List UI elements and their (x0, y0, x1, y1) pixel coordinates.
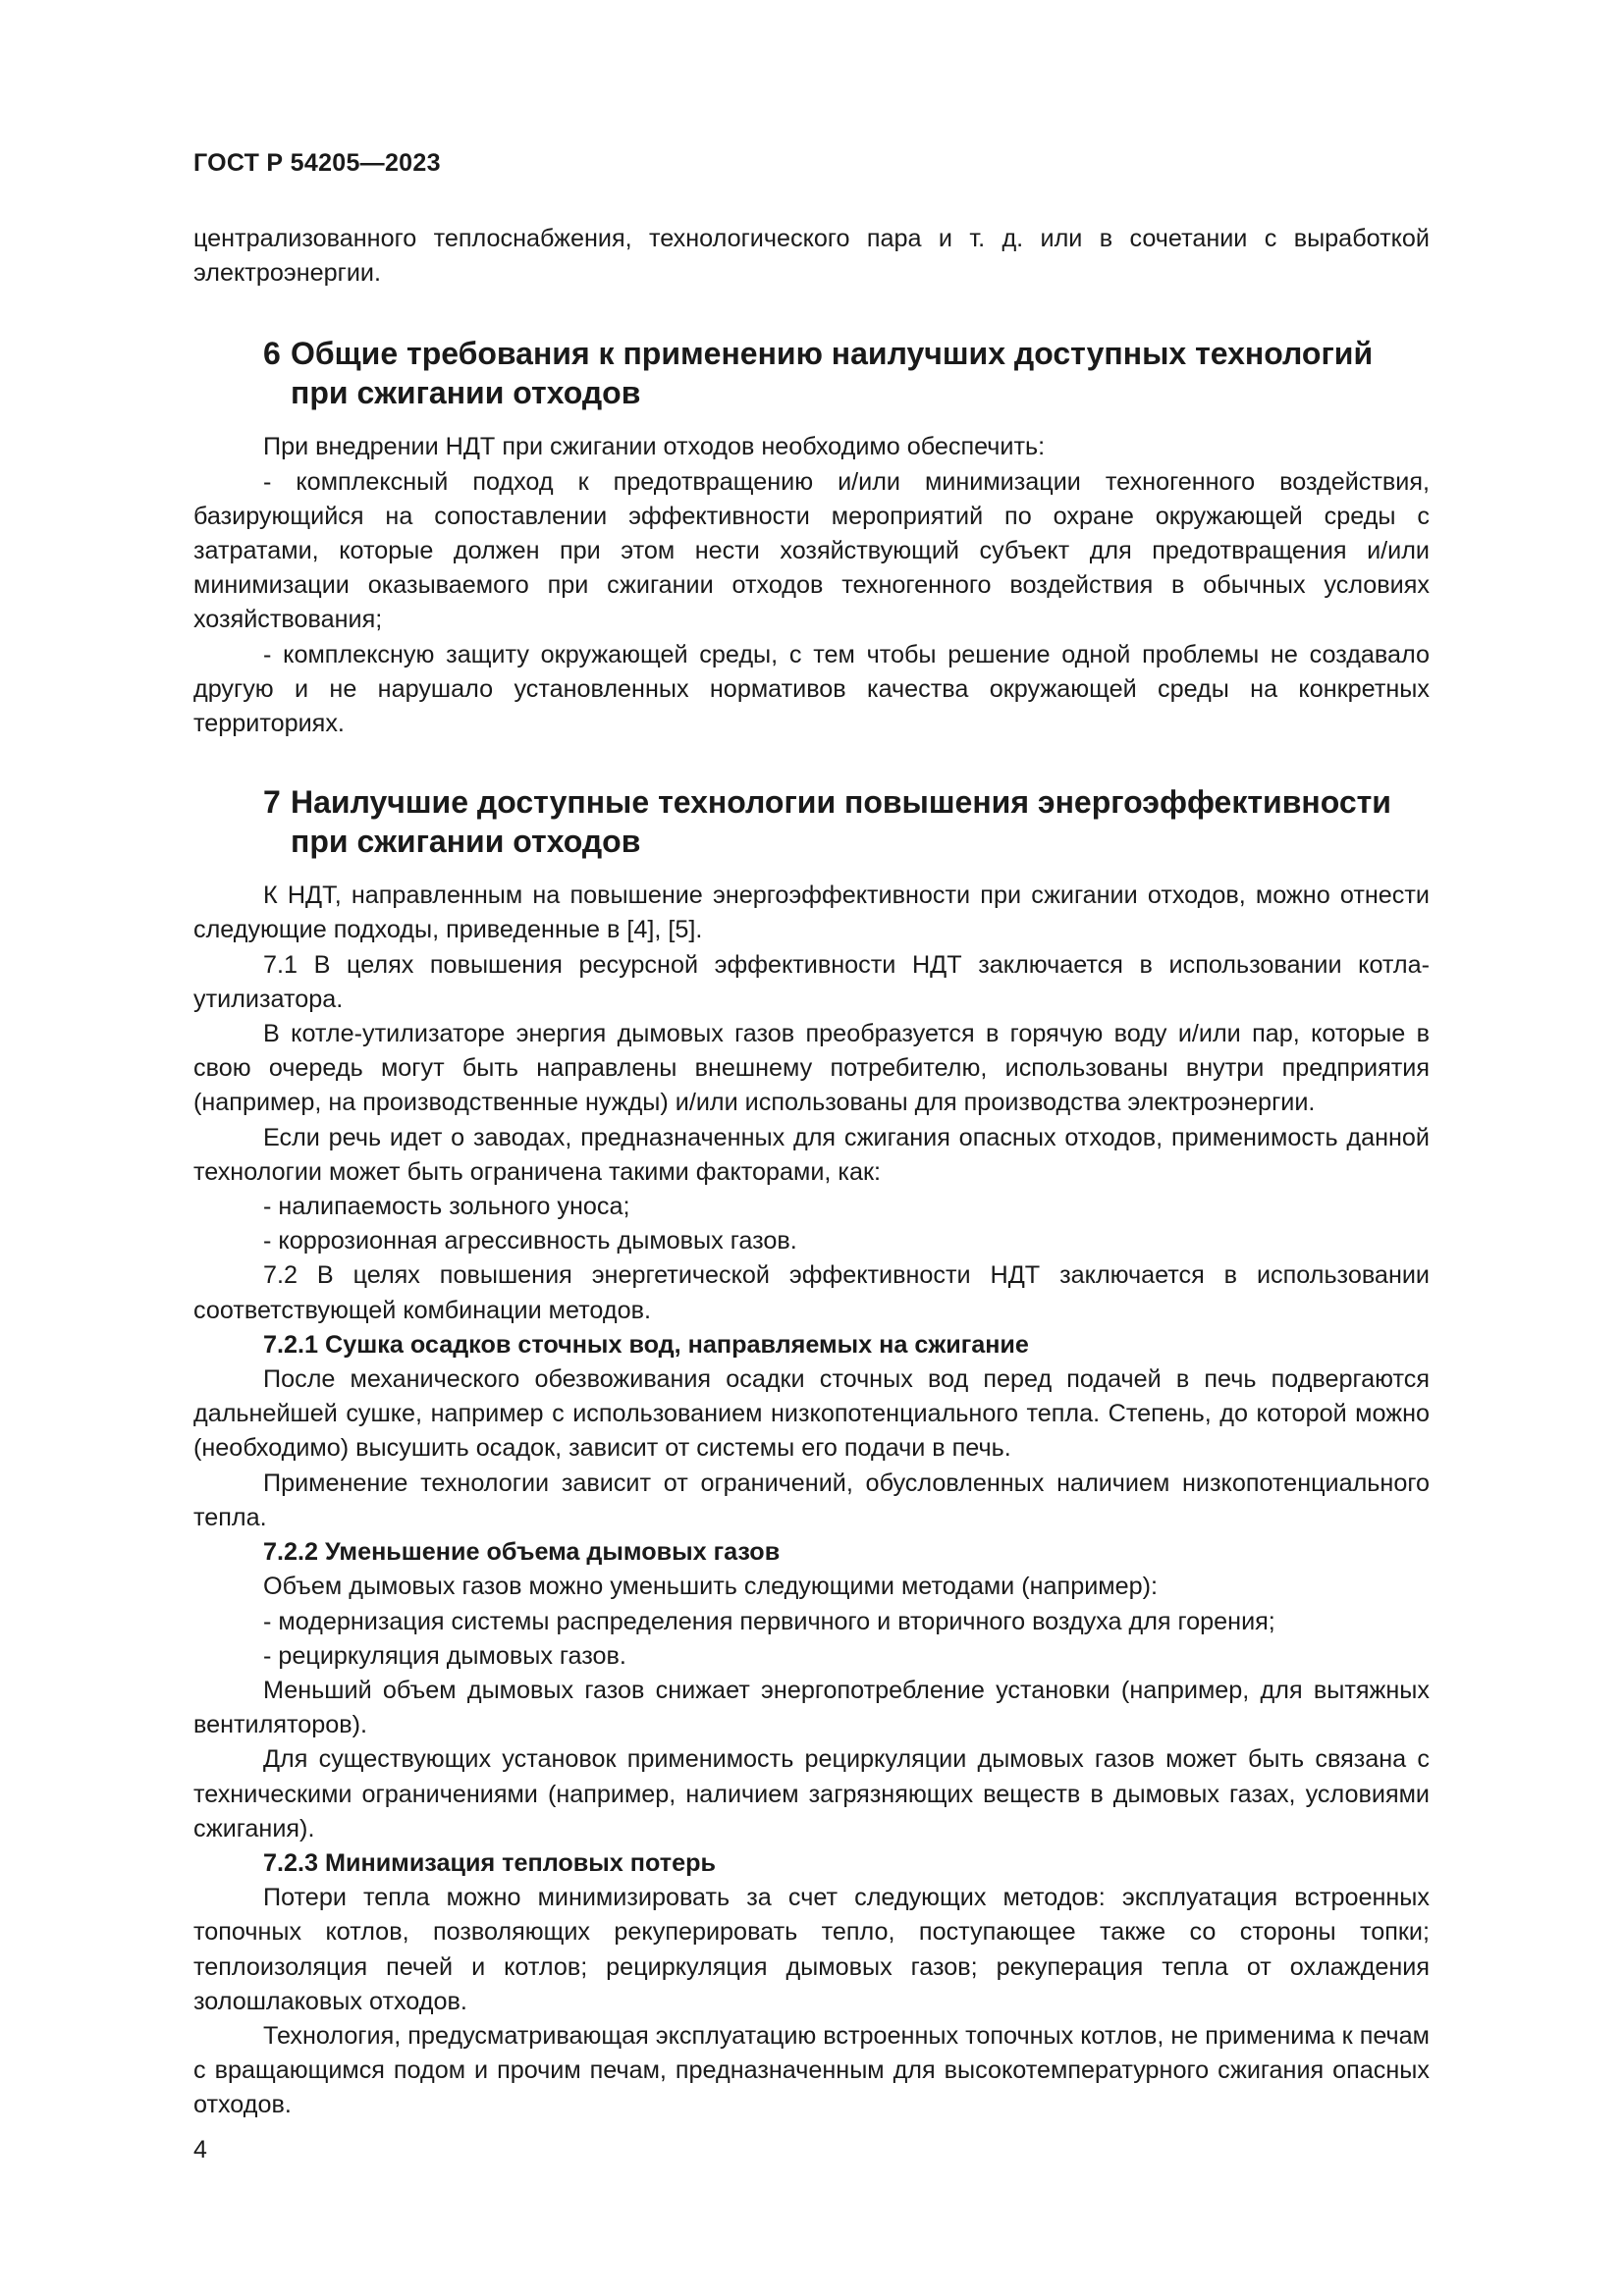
subsection-7-2-3-paragraph: Потери тепла можно минимизировать за счет следующих методов: эксплуатация встроенных топочных котлов, позволяющих рекуперировать тепло, поступающее также со стороны топки; теплоизоляция печей и котлов; рециркуляция дымовых газов; рекуперация тепла от охлаждения золошлаковых отходов. (193, 1884, 1430, 2015)
section-7-title-line1: Наилучшие доступные технологии повышения энергоэффективности (291, 784, 1391, 821)
subsection-7-2-2-paragraph: Объем дымовых газов можно уменьшить следующими методами (например): (263, 1573, 1158, 1601)
section-6-heading (193, 334, 1430, 412)
section-7-paragraph: К НДТ, направленным на повышение энергоэффективности при сжигании отходов, можно отнести следующие подходы, приведенные в [4], [5]. (193, 881, 1430, 944)
section-7-paragraph: Если речь идет о заводах, предназначенных для сжигания опасных отходов, применимость данной технологии может быть ограничена такими факторами, как: (193, 1123, 1430, 1186)
section-7-list-item: - налипаемость зольного уноса; (263, 1193, 630, 1221)
subsection-7-2-1-paragraph: После механического обезвоживания осадки сточных вод перед подачей в печь подвергаются дальнейшей сушке, например с использованием низкопотенциального тепла. Степень, до которой можно (необходимо) высушить осадок, зависит от системы его подачи в печь. (193, 1365, 1430, 1463)
document-code-header: ГОСТ Р 54205—2023 (193, 149, 441, 177)
section-6-number: 6 (263, 336, 281, 372)
intro-continuation: централизованного теплоснабжения, технологического пара и т. д. или в сочетании с выработкой электроэнергии. (193, 225, 1430, 288)
subsection-7-2-2-heading: 7.2.2 Уменьшение объема дымовых газов (263, 1538, 781, 1567)
section-6-body (193, 430, 1430, 741)
subsection-7-2-3-heading: 7.2.3 Минимизация тепловых потерь (263, 1848, 716, 1877)
section-7-paragraph: В котле-утилизаторе энергия дымовых газов преобразуется в горячую воду и/или пар, которые в свою очередь могут быть направлены внешнему потребителю, использованы внутри предприятия (например, на производственные нужды) и/или использованы для производства электроэнергии. (193, 1020, 1430, 1117)
subsection-7-2-1-paragraph: Применение технологии зависит от ограничений, обусловленных наличием низкопотенциального тепла. (193, 1468, 1430, 1531)
section-6-paragraph: - комплексную защиту окружающей среды, с тем чтобы решение одной проблемы не создавало другую и не нарушало установленных нормативов качества окружающей среды на конкретных территориях. (193, 640, 1430, 738)
section-7-title-line2: при сжигании отходов (291, 824, 641, 860)
section-7-body (193, 879, 1430, 2122)
section-7-heading (193, 782, 1430, 861)
subsection-7-2-1-heading: 7.2.1 Сушка осадков сточных вод, направляемых на сжигание (263, 1330, 1029, 1359)
section-7-paragraph: 7.1 В целях повышения ресурсной эффективности НДТ заключается в использовании котла-утилизатора. (193, 950, 1430, 1013)
subsection-7-2-2-paragraph: Для существующих установок применимость рециркуляции дымовых газов может быть связана с техническими ограничениями (например, наличием загрязняющих веществ в дымовых газах, условиями сжигания). (193, 1745, 1430, 1842)
section-6-paragraph: При внедрении НДТ при сжигании отходов необходимо обеспечить: (263, 433, 1046, 461)
section-6-paragraph: - комплексный подход к предотвращению и/или минимизации техногенного воздействия, базирующийся на сопоставлении эффективности мероприятий по охране окружающей среды с затратами, которые должен при этом нести хозяйствующий субъект для предотвращения и/или минимизации оказываемого при сжигании отходов техногенного воздействия в обычных условиях хозяйствования; (193, 467, 1430, 634)
subsection-7-2-2-paragraph: Меньший объем дымовых газов снижает энергопотребление установки (например, для вытяжных вентиляторов). (193, 1676, 1430, 1739)
subsection-7-2-2-list-item: - рециркуляция дымовых газов. (263, 1641, 626, 1670)
page-number: 4 (193, 2136, 207, 2163)
section-7-list-item: - коррозионная агрессивность дымовых газов. (263, 1227, 797, 1255)
section-6-title-line1: Общие требования к применению наилучших доступных технологий (291, 336, 1374, 372)
subsection-7-2-2-list-item: - модернизация системы распределения первичного и вторичного воздуха для горения; (263, 1607, 1275, 1635)
section-7-number: 7 (263, 784, 281, 821)
section-7-paragraph: 7.2 В целях повышения энергетической эффективности НДТ заключается в использовании соответствующей комбинации методов. (193, 1261, 1430, 1324)
subsection-7-2-3-paragraph: Технология, предусматривающая эксплуатацию встроенных топочных котлов, не применима к печам с вращающимся подом и прочим печам, предназначенным для высокотемпературного сжигания опасных отходов. (193, 2021, 1430, 2119)
section-6-title-line2: при сжигании отходов (291, 375, 641, 411)
page-content (193, 222, 1430, 2123)
